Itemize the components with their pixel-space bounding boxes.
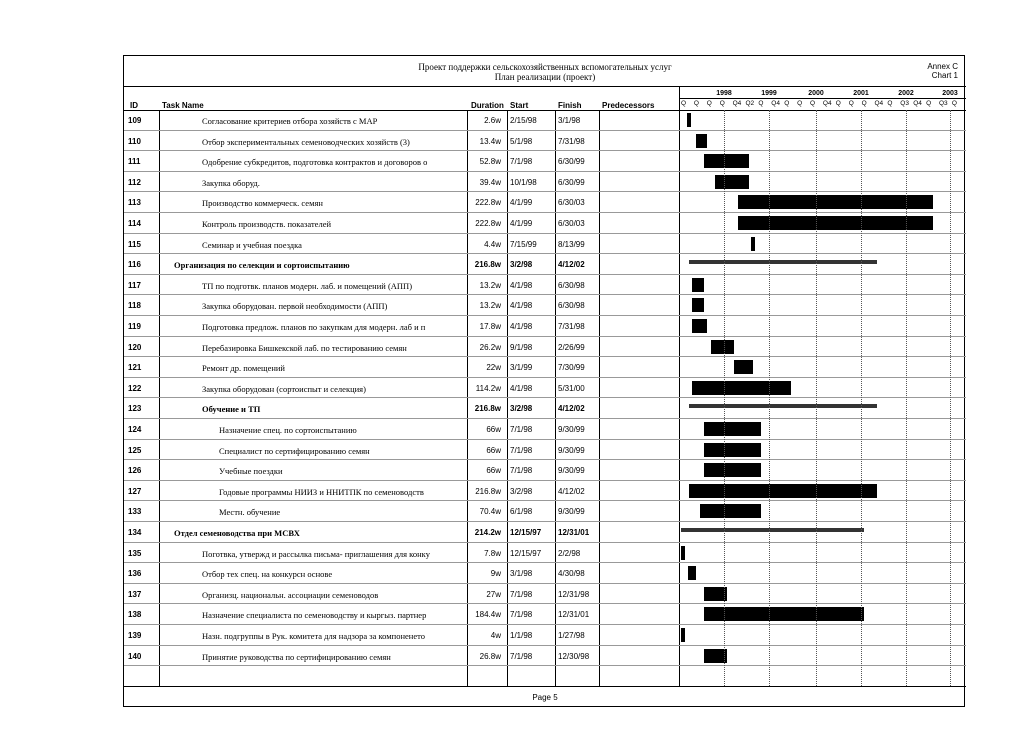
chart-label: Chart 1	[931, 71, 958, 80]
quarter-label: Q	[758, 100, 764, 107]
task-finish: 6/30/03	[558, 219, 585, 228]
bottom-divider	[124, 686, 966, 687]
task-row	[124, 604, 966, 625]
task-name: Закупка оборуд.	[202, 177, 260, 188]
year-label: 1999	[761, 90, 777, 97]
task-id: 119	[128, 322, 141, 331]
task-name: Назначение специалиста по семеноводству и кыргыз. партнер	[202, 610, 427, 621]
task-start: 5/1/98	[510, 136, 533, 146]
task-duration: 66w	[486, 425, 501, 434]
task-start: 6/1/98	[510, 507, 533, 517]
task-duration: 66w	[486, 445, 501, 455]
col-header-finish: Finish	[558, 101, 582, 110]
quarter-label: Q3	[939, 100, 948, 107]
col-header-predecessors: Predecessors	[602, 101, 655, 110]
task-bar	[704, 154, 750, 168]
quarter-label: Q4	[732, 100, 742, 107]
task-duration: 222.8w	[475, 219, 501, 228]
task-duration: 13.2w	[479, 301, 501, 311]
gantt-frame	[123, 55, 965, 707]
task-name: Отдел семеноводства при МСВХ	[174, 528, 300, 538]
page-number: Page 5	[532, 693, 558, 702]
task-bar	[689, 484, 877, 498]
year-divider	[679, 98, 966, 99]
task-bar	[692, 278, 703, 292]
task-row	[124, 213, 966, 234]
task-row	[124, 460, 966, 481]
quarter-label: Q	[797, 100, 803, 107]
task-name: Организц. национальн. ассоциации семеноводов	[202, 589, 379, 600]
doc-title: Проект поддержки сельскохозяйственных вспомогательных услуг	[418, 62, 672, 72]
task-start: 10/1/98	[510, 177, 537, 187]
task-name: Одобрение субкредитов, подготовка контрактов и договоров о	[202, 157, 428, 168]
task-row	[124, 172, 966, 193]
task-finish: 8/13/99	[558, 239, 585, 249]
task-row	[124, 625, 966, 646]
year-gridline	[861, 110, 862, 686]
task-start: 3/1/99	[510, 363, 533, 373]
task-duration: 52.8w	[479, 157, 501, 167]
task-duration: 216.8w	[474, 404, 501, 414]
task-id: 123	[128, 404, 142, 414]
task-row	[124, 192, 966, 213]
task-row	[124, 419, 966, 440]
col-header-duration: Duration	[471, 101, 504, 110]
task-duration: 26.8w	[479, 651, 501, 661]
task-duration: 9w	[490, 569, 501, 579]
task-bar	[738, 216, 932, 230]
task-duration: 70.4w	[479, 507, 501, 517]
task-finish: 4/30/98	[558, 569, 585, 579]
task-id: 140	[128, 651, 142, 661]
quarter-label: Q	[693, 100, 699, 107]
summary-bar	[689, 260, 877, 264]
year-label: 2002	[898, 90, 914, 97]
row-divider	[124, 665, 966, 666]
task-finish: 6/30/98	[558, 301, 585, 311]
task-finish: 12/30/98	[558, 651, 590, 661]
task-id: 117	[128, 280, 141, 290]
task-start: 4/1/99	[510, 198, 533, 208]
task-finish: 7/31/98	[558, 136, 585, 146]
task-name: Согласование критериев отбора хозяйств с МАР	[202, 116, 378, 126]
task-bar	[696, 134, 707, 148]
task-finish: 5/31/00	[558, 383, 585, 393]
task-bar	[688, 566, 696, 580]
quarter-label: Q	[887, 100, 893, 107]
task-start: 1/1/98	[510, 631, 533, 640]
task-row	[124, 151, 966, 172]
task-name: Контроль производств. показателей	[202, 219, 332, 229]
task-id: 110	[128, 136, 141, 146]
task-name: Закупка оборудован. первой необходимости (АПП)	[202, 301, 388, 312]
task-row	[124, 481, 966, 502]
task-duration: 26.2w	[479, 342, 501, 352]
year-gridline	[906, 110, 907, 686]
task-name: Учебные поездки	[219, 466, 283, 477]
task-finish: 12/31/98	[558, 589, 590, 599]
quarter-label: Q	[719, 100, 725, 107]
quarter-label: Q4	[771, 100, 780, 107]
quarter-label: Q	[810, 100, 816, 107]
col-header-id: ID	[130, 101, 138, 110]
task-duration: 13.4w	[479, 136, 501, 146]
task-finish: 9/30/99	[558, 425, 585, 434]
task-bar	[711, 340, 733, 354]
task-bar	[734, 360, 753, 374]
task-duration: 222.8w	[475, 198, 501, 208]
task-id: 137	[128, 589, 142, 599]
quarter-label: Q	[926, 100, 932, 107]
task-finish: 1/27/98	[558, 631, 585, 640]
task-start: 3/2/98	[510, 486, 533, 496]
task-name: Отбор тех спец. на конкурсн основе	[202, 569, 333, 580]
task-duration: 22w	[486, 363, 501, 373]
task-name: Принятие руководства по сертифицированию семян	[202, 651, 391, 662]
task-row	[124, 398, 966, 419]
quarter-label: Q4	[822, 100, 832, 107]
task-finish: 6/30/99	[558, 157, 585, 167]
quarter-label: Q	[951, 100, 957, 107]
task-start: 12/15/97	[510, 528, 542, 537]
task-start: 9/1/98	[510, 342, 533, 352]
task-start: 7/1/98	[510, 425, 533, 434]
col-header-start: Start	[510, 101, 529, 110]
task-id: 133	[128, 507, 142, 517]
quarter-label: Q4	[913, 100, 922, 107]
task-start: 7/1/98	[510, 466, 533, 476]
task-id: 139	[128, 631, 142, 640]
task-row	[124, 275, 966, 296]
year-gridline	[950, 110, 951, 686]
task-start: 7/1/98	[510, 610, 533, 620]
task-name: Назн. подгруппы в Рук. комитета для надзора за компоненето	[202, 631, 425, 641]
quarter-label: Q	[706, 100, 712, 107]
task-name: Перебазировка Бишкекской лаб. по тестированию семян	[202, 342, 407, 353]
task-bar	[751, 237, 755, 251]
quarter-label: Q	[861, 100, 867, 107]
task-name: Специалист по сертифицированию семян	[219, 445, 370, 456]
task-start: 3/2/98	[510, 404, 533, 414]
task-row	[124, 646, 966, 667]
annex-label: Annex C	[927, 62, 958, 71]
task-bar	[738, 195, 932, 209]
quarter-label: Q	[848, 100, 854, 107]
top-divider	[124, 86, 966, 87]
task-bar	[681, 546, 685, 560]
task-start: 7/1/98	[510, 157, 533, 167]
task-row	[124, 543, 966, 564]
task-finish: 6/30/99	[558, 177, 585, 187]
quarter-label: Q3	[900, 100, 909, 107]
task-id: 115	[128, 239, 141, 249]
task-id: 116	[128, 260, 141, 270]
task-name: Поготвка, утвержд и рассылка письма- приглашения для конку	[202, 548, 430, 559]
task-start: 7/1/98	[510, 651, 533, 661]
task-row	[124, 522, 966, 543]
task-start: 4/1/98	[510, 280, 533, 290]
task-id: 121	[128, 363, 142, 373]
task-id: 134	[128, 528, 142, 537]
quarter-label: Q	[784, 100, 790, 107]
task-bar	[704, 443, 761, 457]
task-bar	[715, 175, 749, 189]
task-name: Обучение и ТП	[202, 404, 261, 415]
quarter-label: Q4	[874, 100, 884, 107]
task-start: 7/1/98	[510, 589, 533, 599]
task-row	[124, 295, 966, 316]
task-start: 4/1/99	[510, 219, 533, 228]
task-duration: 7.8w	[484, 548, 501, 558]
task-id: 111	[128, 157, 141, 167]
task-finish: 9/30/99	[558, 507, 585, 517]
task-row	[124, 440, 966, 461]
task-bar	[704, 607, 864, 621]
task-row	[124, 584, 966, 605]
task-duration: 216.8w	[475, 486, 501, 496]
task-start: 4/1/98	[510, 301, 533, 311]
year-gridline	[724, 110, 725, 686]
task-start: 7/15/99	[510, 239, 537, 249]
task-duration: 4.4w	[484, 239, 501, 249]
summary-bar	[689, 404, 877, 408]
task-finish: 3/1/98	[558, 116, 581, 125]
task-id: 120	[128, 342, 142, 352]
quarter-label: Q	[835, 100, 841, 107]
task-id: 118	[128, 301, 141, 311]
task-finish: 9/30/99	[558, 445, 585, 455]
task-finish: 2/2/98	[558, 548, 581, 558]
task-id: 125	[128, 445, 142, 455]
task-finish: 6/30/03	[558, 198, 585, 208]
task-id: 112	[128, 177, 141, 187]
task-name: Семинар и учебная поездка	[202, 239, 302, 250]
task-bar	[687, 113, 691, 127]
task-id: 113	[128, 198, 141, 208]
task-name: Организация по селекции и сортоиспытанию	[174, 260, 350, 271]
task-id: 126	[128, 466, 142, 476]
doc-subtitle: План реализации (проект)	[494, 72, 596, 82]
year-label: 2000	[808, 90, 824, 97]
task-name: Подготовка предлож. планов по закупкам для модерн. лаб и п	[202, 322, 426, 332]
task-duration: 216.8w	[474, 260, 501, 270]
task-start: 4/1/98	[510, 383, 533, 393]
task-bar	[692, 319, 707, 333]
task-id: 127	[128, 486, 142, 496]
task-row	[124, 234, 966, 255]
task-name: Ремонт др. помещений	[202, 363, 285, 374]
task-name: Производство коммерческ. семян	[202, 198, 323, 209]
task-finish: 4/12/02	[558, 404, 585, 414]
col-header-task-name: Task Name	[162, 101, 204, 110]
task-finish: 12/31/01	[558, 610, 590, 620]
task-start: 3/2/98	[510, 260, 533, 270]
task-finish: 12/31/01	[558, 528, 590, 537]
task-row	[124, 501, 966, 522]
task-bar	[704, 422, 761, 436]
task-duration: 2.6w	[484, 116, 501, 125]
task-id: 109	[128, 116, 142, 125]
quarter-label: Q2	[745, 100, 755, 107]
task-finish: 2/26/99	[558, 342, 585, 352]
task-duration: 66w	[486, 466, 501, 476]
task-row	[124, 378, 966, 399]
task-bar	[692, 298, 703, 312]
task-id: 136	[128, 569, 142, 579]
task-id: 138	[128, 610, 142, 620]
task-bar	[704, 463, 761, 477]
task-finish: 4/12/02	[558, 260, 585, 270]
task-name: ТП по подготвк. планов модерн. лаб. и помещений (АПП)	[202, 280, 413, 291]
task-finish: 9/30/99	[558, 466, 585, 476]
task-bar	[700, 504, 761, 518]
task-row	[124, 337, 966, 358]
task-name: Местн. обучение	[219, 507, 281, 518]
task-name: Годовые программы НИИЗ и ННИТПК по семеноводств	[219, 486, 424, 497]
task-row	[124, 357, 966, 378]
task-id: 114	[128, 219, 141, 228]
task-duration: 184.4w	[475, 610, 501, 620]
year-gridline	[769, 110, 770, 686]
quarter-label: Q	[681, 100, 687, 107]
summary-bar	[681, 528, 864, 532]
task-bar	[692, 381, 791, 395]
task-duration: 214.2w	[474, 528, 501, 537]
task-start: 12/15/97	[510, 548, 542, 558]
year-label: 2001	[853, 90, 869, 97]
task-id: 122	[128, 383, 142, 393]
year-gridline	[816, 110, 817, 686]
task-finish: 7/30/99	[558, 363, 585, 373]
task-name: Закупка оборудован (сортоиспыт и селекция)	[202, 383, 366, 394]
task-name: Назначение спец. по сортоиспытанию	[219, 425, 357, 435]
task-row	[124, 563, 966, 584]
task-duration: 4w	[490, 631, 501, 640]
year-label: 2003	[942, 90, 958, 97]
task-duration: 13.2w	[479, 280, 501, 290]
task-row	[124, 110, 966, 131]
year-label: 1998	[716, 90, 732, 97]
task-finish: 4/12/02	[558, 486, 585, 496]
task-row	[124, 131, 966, 152]
task-name: Отбор экспериментальных семеноводческих хозяйств (3)	[202, 136, 410, 147]
task-row	[124, 316, 966, 337]
task-finish: 7/31/98	[558, 322, 585, 331]
task-duration: 114.2w	[475, 383, 501, 393]
task-row	[124, 254, 966, 275]
task-start: 7/1/98	[510, 445, 533, 455]
task-id: 124	[128, 425, 142, 434]
task-duration: 39.4w	[479, 177, 501, 187]
task-finish: 6/30/98	[558, 280, 585, 290]
task-duration: 27w	[486, 589, 501, 599]
task-bar	[681, 628, 685, 642]
task-start: 2/15/98	[510, 116, 537, 125]
task-start: 3/1/98	[510, 569, 533, 579]
task-start: 4/1/98	[510, 322, 533, 331]
task-id: 135	[128, 548, 142, 558]
task-duration: 17.8w	[479, 322, 501, 331]
